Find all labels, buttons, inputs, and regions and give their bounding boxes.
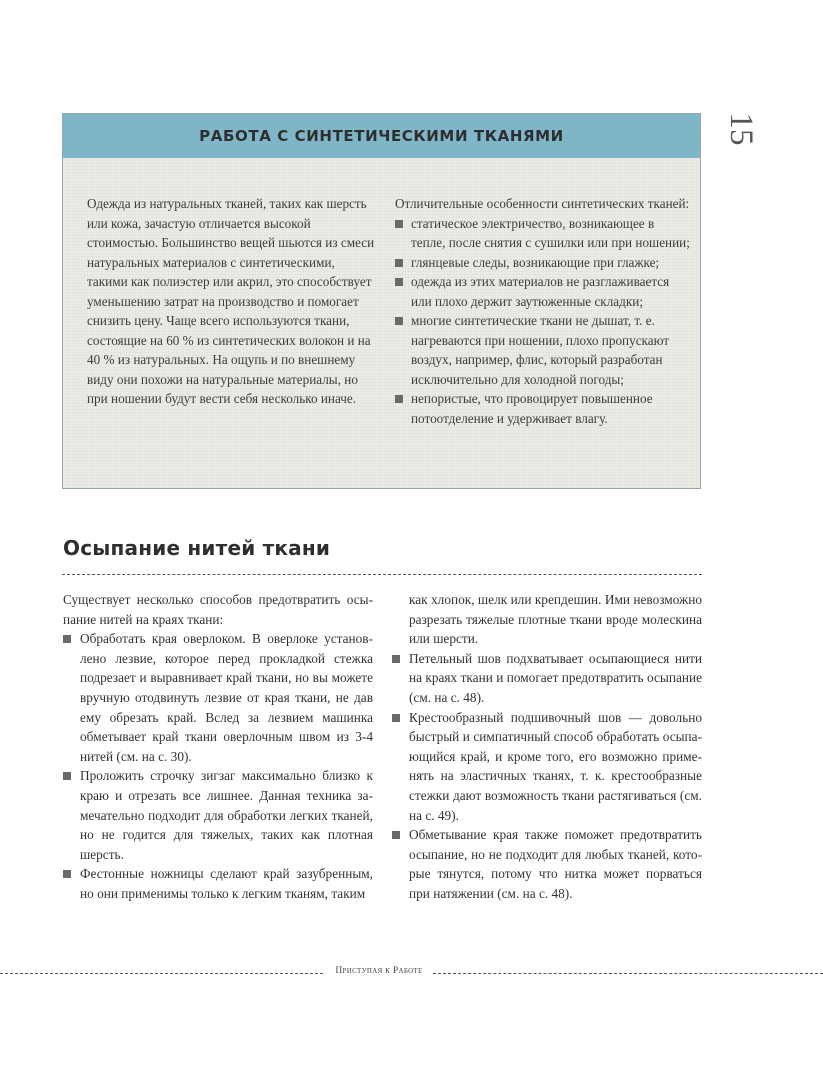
list-item: статическое электричество, возникающее в тепле, после снятия с сушилки или при ношении; [395, 214, 690, 253]
list-item: непористые, что провоцирует повышенное потоотделение и удерживает влагу. [395, 389, 690, 428]
section-left-column [63, 590, 373, 904]
sidebar-box-right-column [395, 194, 690, 428]
square-bullet-icon [395, 395, 403, 403]
list-item: глянцевые следы, возникающие при глажке; [395, 253, 690, 273]
square-bullet-icon [63, 870, 71, 878]
section-intro: Существует несколько способов предотвратить осыпание нитей на краях ткани: [63, 592, 373, 627]
list-item: одежда из этих материалов не разглаживается или плохо держит заутюженные складки; [395, 272, 690, 311]
square-bullet-icon [392, 831, 400, 839]
footer-divider-left [0, 973, 323, 974]
sidebar-box-title: РАБОТА С СИНТЕТИЧЕСКИМИ ТКАНЯМИ [199, 127, 564, 145]
list-item-continuation: как хлопок, шелк или крепдешин. Ими невозможно разрезать тяжелые плотные ткани вроде молескина или шерсти. [409, 592, 702, 647]
list-item: Обметывание края также поможет предотвратить осыпание, но не подходит для любых тканей, которые тянутся, потому что нитка может порваться при натяжении (см. на с. 48). [392, 825, 702, 903]
square-bullet-icon [392, 655, 400, 663]
sidebar-box-list [395, 214, 690, 429]
square-bullet-icon [395, 220, 403, 228]
square-bullet-icon [63, 635, 71, 643]
list-item: Крестообразный подшивочный шов — довольно быстрый и симпатичный способ обработать осыпающийся край, и кроме того, его возможно применять на эластичных тканях, т. к. крестообразные стежки дают возможность ткани растягиваться (см. на с. 49). [392, 708, 702, 826]
square-bullet-icon [395, 259, 403, 267]
section-left-list [63, 629, 373, 903]
page-number: 15 [723, 112, 759, 146]
square-bullet-icon [395, 317, 403, 325]
sidebar-box-right-intro: Отличительные особенности синтетических тканей: [395, 196, 690, 211]
list-item: Обработать края оверлоком. В оверлоке установлено лезвие, которое перед прокладкой стежка подрезает и выравнивает край ткани, но вы можете вручную отодвинуть лезвие от края ткани, не дав ему обрезать край. Вслед за лезвием машинка обметывает край ткани оверлочным швом из 3-4 нитей (см. на с. 30). [63, 629, 373, 766]
list-item: Петельный шов подхватывает осыпающиеся нити на краях ткани и помогает предотвратить осыпание (см. на с. 48). [392, 649, 702, 708]
section-title: Осыпание нитей ткани [63, 536, 331, 560]
list-item: Фестонные ножницы сделают край зазубренным, но они применимы только к легким тканям, таким [63, 864, 373, 903]
section-right-column [392, 590, 702, 904]
sidebar-box-left-text: Одежда из натуральных тканей, таких как шерсть или кожа, зачастую отличается высокой стоимостью. Большинство вещей шьются из смеси натуральных материалов с синтетическими, такими как полиэстер или акрил, это способствует уменьшению затрат на производство и помогает снизить цену. Чаще всего используются ткани, состоящие на 60 % из синтетических волокон и на 40 % из натуральных. На ощупь и по внешнему виду они похожи на натуральные материалы, но при ношении будут вести себя несколько иначе. [87, 196, 375, 406]
square-bullet-icon [395, 278, 403, 286]
running-title: Приступая к Работе [335, 966, 423, 976]
square-bullet-icon [392, 714, 400, 722]
sidebar-box [62, 113, 701, 489]
section-right-list [392, 649, 702, 904]
footer-divider-right [433, 973, 823, 974]
square-bullet-icon [63, 772, 71, 780]
section-divider [62, 574, 702, 575]
list-item: многие синтетические ткани не дышат, т. е. нагреваются при ношении, плохо пропускают воздух, например, флис, который разработан исключительно для холодной погоды; [395, 311, 690, 389]
list-item: Проложить строчку зигзаг максимально близко к краю и отрезать все лишнее. Данная техника замечательно подходит для обработки легких тканей, но не годится для тяжелых, таких как плотная шерсть. [63, 766, 373, 864]
sidebar-box-header [63, 114, 700, 158]
